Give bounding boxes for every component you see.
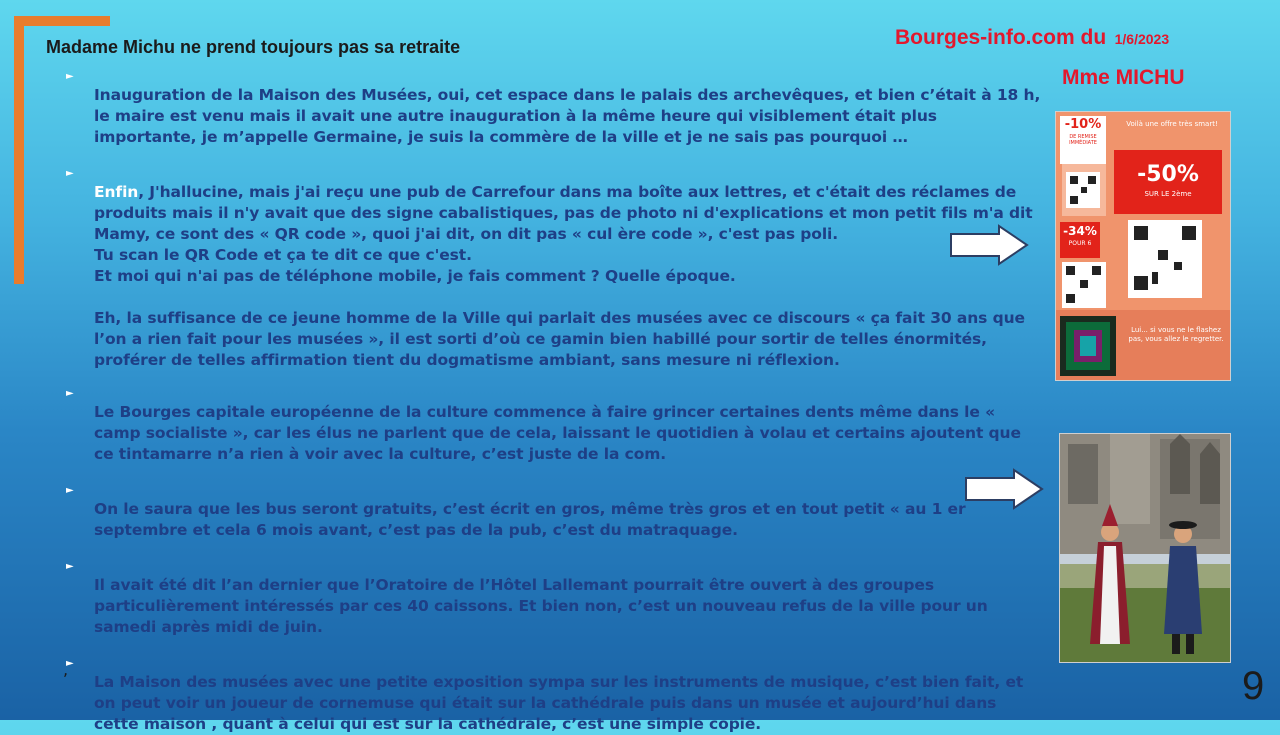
slide-title: Madame Michu ne prend toujours pas sa retraite: [46, 37, 461, 57]
flyer-left-top: -10%: [1064, 117, 1102, 132]
stray-comma: ,: [63, 660, 69, 679]
bullet-marker-icon: ►: [66, 561, 74, 572]
bullet-text: , J'hallucine, mais j'ai reçu une pub de Carrefour dans ma boîte aux lettres, et c'était des réclames de produits mais il n'y avait que des signe cabalistiques, pas de photo ni d'explications et mon petit fils m'a dit Mamy, ce sont des « QR code », quoi j'ai dit, on dit pas « cul ère code », c'est pas poli. Tu scan le QR Code et ça te dit ce que c'est. Et moi qui n'ai pas de téléphone mobile, je fais comment ? Quelle époque. Eh, la suffisance de ce jeune homme de la Ville qui parlait des musées avec ce discours « ça fait 30 ans que l’on a rien fait pour les musées », il est sorti d’où ce gamin bien habillé pour sortir de telles énormités, proférer de telles affirmation tient du dogmatisme ambiant, sans mesure ni réflexion.: [94, 183, 1033, 369]
bullet-marker-icon: ►: [66, 388, 74, 399]
bullet-list: [64, 64, 1044, 735]
photo-illustration: [1060, 434, 1231, 663]
bullet-item: [64, 554, 1044, 638]
costumed-figures-photo: [1059, 433, 1231, 663]
bullet-text: La Maison des musées avec une petite exposition sympa sur les instruments de musique, c’est bien fait, et on peut voir un joueur de cornemuse qui était sur la cathédrale puis dans un musée et aujourd’hui dans cette maison , quant à celui qui est sur la cathédrale, c’est une simple copie.: [94, 673, 1024, 733]
carrefour-flyer-image: [1055, 111, 1231, 381]
flyer-left-top-sub: DE REMISE IMMÉDIATE: [1069, 134, 1097, 146]
bullet-marker-icon: ►: [66, 485, 74, 496]
bullet-item: [64, 381, 1044, 465]
site-header: [895, 26, 1169, 50]
flyer-right-top: Voilà une offre très smart!: [1126, 120, 1218, 128]
flyer-bottom-text: Lui... si vous ne le flashez pas, vous allez le regretter.: [1128, 326, 1224, 343]
bullet-item: [64, 161, 1044, 371]
site-date: 1/6/2023: [1114, 31, 1170, 47]
bullet-text: On le saura que les bus seront gratuits, c’est écrit en gros, même très gros et en tout petit « au 1 er septembre et cela 6 mois avant, c’est pas de la pub, c’est du matraquage.: [94, 500, 966, 539]
flyer-left-mid: -34%: [1063, 224, 1097, 238]
bullet-item: [64, 651, 1044, 735]
flyer-big-promo-sub: SUR LE 2ème: [1144, 190, 1192, 198]
right-arrow-icon: [964, 468, 1044, 510]
bullet-text: Le Bourges capitale européenne de la culture commence à faire grincer certaines dents même dans le « camp socialiste », car les élus ne parlent que de cela, laissant le quotidien à volau et certains ajoutent que ce tintamarre n’a rien à voir avec la culture, c’est juste de la com.: [94, 403, 1021, 463]
site-name: Bourges-info.com du: [895, 26, 1107, 49]
author-label: Mme MICHU: [1062, 66, 1185, 89]
bullet-item: [64, 478, 1044, 541]
bullet-marker-icon: ►: [66, 658, 74, 669]
page-number: 9: [1242, 664, 1265, 708]
bullet-item: [64, 64, 1044, 148]
flyer-left-mid-sub: POUR 6: [1068, 240, 1092, 247]
flyer-big-promo: -50%: [1137, 162, 1199, 187]
right-arrow-icon: [949, 224, 1029, 266]
bullet-text: Il avait été dit l’an dernier que l’Oratoire de l’Hôtel Lallemant pourrait être ouvert à des groupes particulièrement intéressés par ces 40 caissons. Et bien non, c’est un nouveau refus de la ville pour un samedi après midi de juin.: [94, 576, 988, 636]
bullet-marker-icon: ►: [66, 71, 74, 82]
bullet-lead: Enfin: [94, 183, 139, 201]
bullet-marker-icon: ►: [66, 168, 74, 179]
bullet-text: Inauguration de la Maison des Musées, oui, cet espace dans le palais des archevêques, et bien c’était à 18 h, le maire est venu mais il avait une autre inauguration à la même heure qui visiblement était plus importante, je m’appelle Germaine, je suis la commère de la ville et je ne sais pas pourquoi …: [94, 86, 1041, 146]
